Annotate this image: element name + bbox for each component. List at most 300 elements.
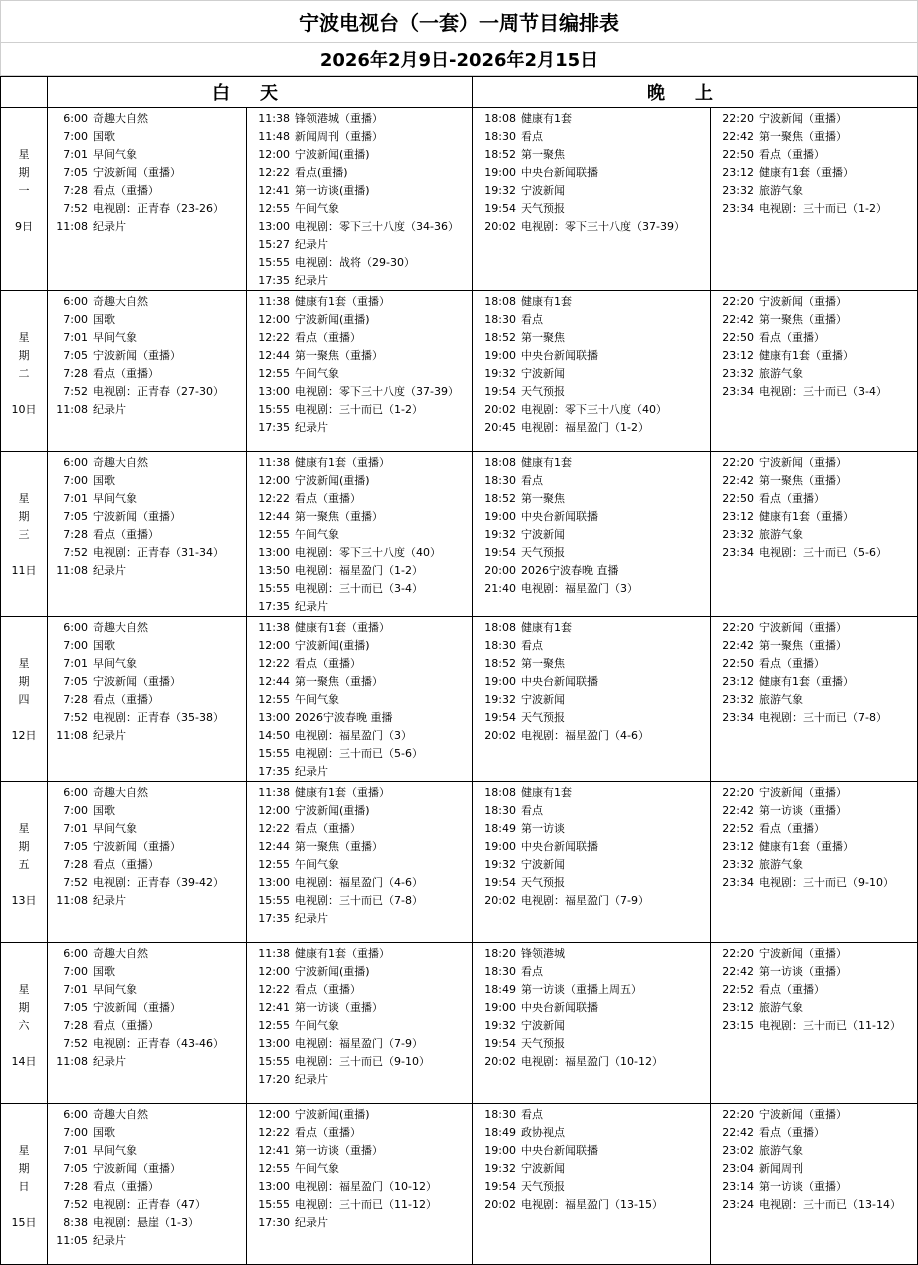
program-name: 第一访谈（重播） [295, 1144, 383, 1157]
program-time: 22:42 [722, 639, 754, 652]
program-item [247, 945, 472, 963]
program-name: 电视剧：福星盈门（4-6） [521, 729, 649, 742]
program-time: 22:52 [722, 983, 754, 996]
weekday-cell [1, 617, 48, 782]
program-name: 电视剧：零下三十八度（40） [521, 403, 667, 416]
program-time: 19:54 [484, 385, 516, 398]
program-name: 第一聚焦（重播） [759, 474, 847, 487]
program-item [247, 146, 472, 164]
program-item [48, 526, 246, 544]
program-name: 电视剧：福星盈门（1-2） [521, 421, 649, 434]
program-name: 国歌 [93, 1126, 115, 1139]
program-time: 7:00 [63, 639, 88, 652]
program-name: 看点（重播） [93, 858, 159, 871]
program-item [473, 472, 710, 490]
program-name: 早间气象 [93, 1144, 137, 1157]
program-item [48, 311, 246, 329]
program-item [473, 419, 710, 437]
program-item [711, 981, 917, 999]
program-item [473, 544, 710, 562]
program-item [48, 182, 246, 200]
program-item [48, 454, 246, 472]
program-time: 22:20 [722, 456, 754, 469]
program-time: 11:08 [56, 729, 88, 742]
program-time: 22:50 [722, 657, 754, 670]
program-time: 7:52 [63, 546, 88, 559]
program-name: 纪录片 [295, 274, 328, 287]
program-time: 7:00 [63, 130, 88, 143]
program-time: 11:08 [56, 564, 88, 577]
program-time: 18:08 [484, 456, 516, 469]
program-item [473, 1035, 710, 1053]
weekday-char: 四 [18, 693, 30, 706]
program-name: 第一聚焦 [521, 331, 565, 344]
program-time: 22:42 [722, 965, 754, 978]
program-item [247, 164, 472, 182]
weekday-cell [1, 782, 48, 943]
program-time: 19:32 [484, 1162, 516, 1175]
program-item [711, 383, 917, 401]
program-name: 午间气象 [295, 528, 339, 541]
program-time: 17:30 [258, 1216, 290, 1229]
weekday-char: 五 [18, 858, 30, 871]
program-time: 23:34 [722, 546, 754, 559]
program-item [711, 945, 917, 963]
program-name: 第一聚焦 [521, 657, 565, 670]
program-list-eve1 [473, 782, 711, 943]
program-list-eve2 [711, 291, 918, 452]
program-item [711, 874, 917, 892]
program-time: 15:55 [258, 582, 290, 595]
program-item [247, 311, 472, 329]
program-item [711, 1106, 917, 1124]
program-time: 22:42 [722, 474, 754, 487]
program-item [473, 293, 710, 311]
program-time: 13:00 [258, 711, 290, 724]
program-time: 11:48 [258, 130, 290, 143]
program-time: 23:12 [722, 510, 754, 523]
program-item [711, 526, 917, 544]
program-item [711, 963, 917, 981]
program-item [48, 981, 246, 999]
program-item [247, 598, 472, 616]
program-time: 7:28 [63, 367, 88, 380]
program-name: 第一聚焦（重播） [759, 313, 847, 326]
program-time: 20:02 [484, 894, 516, 907]
program-item [711, 820, 917, 838]
day-row [1, 617, 918, 782]
program-item [473, 329, 710, 347]
program-name: 奇趣大自然 [93, 786, 148, 799]
program-item [247, 562, 472, 580]
program-item [247, 580, 472, 598]
program-time: 12:22 [258, 331, 290, 344]
program-list-eve1 [473, 617, 711, 782]
program-list-eve1 [473, 452, 711, 617]
program-name: 电视剧：悬崖（1-3） [93, 1216, 199, 1229]
program-name: 看点（重播） [295, 1126, 361, 1139]
program-item [247, 472, 472, 490]
program-name: 健康有1套 [521, 295, 572, 308]
program-time: 18:08 [484, 112, 516, 125]
program-time: 19:54 [484, 711, 516, 724]
program-time: 15:55 [258, 1198, 290, 1211]
weekday-char: 星 [18, 1144, 30, 1157]
program-name: 宁波新闻 [521, 367, 565, 380]
program-item [473, 655, 710, 673]
program-item [48, 637, 246, 655]
program-item [48, 128, 246, 146]
header-day: 白天 [48, 77, 473, 108]
program-name: 电视剧：三十而已（11-12） [759, 1019, 901, 1032]
program-time: 7:52 [63, 202, 88, 215]
weekday-char: 二 [18, 367, 30, 380]
program-list-eve1 [473, 291, 711, 452]
program-time: 7:01 [63, 822, 88, 835]
program-time: 18:08 [484, 295, 516, 308]
program-name: 宁波新闻(重播) [295, 313, 370, 326]
program-item [711, 293, 917, 311]
program-name: 看点 [521, 965, 543, 978]
program-name: 健康有1套（重播） [759, 349, 854, 362]
program-name: 看点(重播) [295, 166, 348, 179]
program-item [711, 182, 917, 200]
program-name: 宁波新闻（重播） [759, 786, 847, 799]
program-name: 奇趣大自然 [93, 112, 148, 125]
program-name: 宁波新闻（重播） [93, 349, 181, 362]
program-item [247, 763, 472, 781]
program-item [247, 1142, 472, 1160]
program-time: 7:01 [63, 492, 88, 505]
program-item [48, 874, 246, 892]
program-name: 国歌 [93, 639, 115, 652]
program-time: 23:12 [722, 166, 754, 179]
program-name: 看点（重播） [93, 367, 159, 380]
program-item [247, 820, 472, 838]
program-time: 7:00 [63, 474, 88, 487]
program-time: 13:50 [258, 564, 290, 577]
program-time: 7:01 [63, 983, 88, 996]
program-time: 12:55 [258, 693, 290, 706]
program-time: 12:22 [258, 492, 290, 505]
program-name: 电视剧：三十而已（13-14） [759, 1198, 901, 1211]
program-item [473, 1124, 710, 1142]
program-name: 看点（重播） [295, 331, 361, 344]
program-time: 18:52 [484, 331, 516, 344]
program-item [247, 1196, 472, 1214]
program-item [48, 110, 246, 128]
program-item [48, 490, 246, 508]
program-name: 看点（重播） [93, 528, 159, 541]
program-time: 18:30 [484, 474, 516, 487]
program-name: 旅游气象 [759, 693, 803, 706]
program-time: 20:02 [484, 1198, 516, 1211]
program-name: 中央台新闻联播 [521, 349, 598, 362]
program-name: 旅游气象 [759, 1144, 803, 1157]
program-item [48, 709, 246, 727]
program-item [473, 802, 710, 820]
program-name: 健康有1套 [521, 786, 572, 799]
program-name: 政协视点 [521, 1126, 565, 1139]
program-item [473, 311, 710, 329]
program-item [711, 856, 917, 874]
program-name: 电视剧：三十而已（3-4） [295, 582, 423, 595]
program-item [711, 619, 917, 637]
program-time: 23:34 [722, 876, 754, 889]
program-list-day1 [48, 1104, 247, 1265]
program-name: 午间气象 [295, 1019, 339, 1032]
program-time: 18:52 [484, 657, 516, 670]
program-item [473, 691, 710, 709]
program-item [247, 963, 472, 981]
program-item [48, 218, 246, 236]
program-item [473, 347, 710, 365]
program-time: 12:00 [258, 804, 290, 817]
program-item [48, 1053, 246, 1071]
program-item [711, 637, 917, 655]
program-item [247, 365, 472, 383]
program-time: 7:52 [63, 711, 88, 724]
program-name: 宁波新闻（重播） [759, 947, 847, 960]
program-time: 7:28 [63, 858, 88, 871]
program-time: 12:44 [258, 510, 290, 523]
program-time: 23:02 [722, 1144, 754, 1157]
program-name: 看点（重播） [295, 657, 361, 670]
program-time: 15:55 [258, 894, 290, 907]
program-item [473, 637, 710, 655]
date-label: 15日 [11, 1216, 37, 1229]
program-list-eve2 [711, 943, 918, 1104]
program-item [48, 655, 246, 673]
program-item [48, 472, 246, 490]
program-time: 17:35 [258, 274, 290, 287]
program-name: 第一访谈（重播） [295, 1001, 383, 1014]
date-label: 9日 [15, 220, 33, 233]
program-time: 17:20 [258, 1073, 290, 1086]
program-item [711, 454, 917, 472]
program-name: 电视剧：三十而已（11-12） [295, 1198, 437, 1211]
weekday-char: 期 [18, 349, 30, 362]
program-item [711, 329, 917, 347]
program-time: 19:54 [484, 546, 516, 559]
program-name: 电视剧：三十而已（7-8） [295, 894, 423, 907]
program-name: 第一访谈（重播上周五） [521, 983, 642, 996]
program-item [247, 619, 472, 637]
program-name: 国歌 [93, 804, 115, 817]
program-item [473, 1142, 710, 1160]
program-name: 电视剧：三十而已（5-6） [295, 747, 423, 760]
program-name: 旅游气象 [759, 1001, 803, 1014]
program-item [48, 401, 246, 419]
weekday-char: 期 [18, 1162, 30, 1175]
program-item [247, 254, 472, 272]
program-item [473, 963, 710, 981]
program-time: 7:52 [63, 1198, 88, 1211]
program-name: 电视剧：零下三十八度（37-39） [295, 385, 459, 398]
program-time: 19:32 [484, 1019, 516, 1032]
program-time: 7:05 [63, 510, 88, 523]
program-name: 纪录片 [93, 1055, 126, 1068]
program-name: 纪录片 [93, 1234, 126, 1247]
program-item [247, 383, 472, 401]
program-name: 早间气象 [93, 657, 137, 670]
program-item [711, 691, 917, 709]
program-time: 23:12 [722, 675, 754, 688]
program-item [473, 580, 710, 598]
program-name: 健康有1套（重播） [295, 456, 390, 469]
schedule-table [0, 76, 918, 1265]
program-name: 国歌 [93, 313, 115, 326]
program-time: 18:52 [484, 148, 516, 161]
weekday-cell [1, 108, 48, 291]
program-time: 22:42 [722, 804, 754, 817]
program-time: 19:32 [484, 367, 516, 380]
program-item [247, 110, 472, 128]
program-name: 早间气象 [93, 983, 137, 996]
program-item [48, 562, 246, 580]
program-name: 宁波新闻(重播) [295, 474, 370, 487]
program-item [247, 784, 472, 802]
program-time: 19:54 [484, 202, 516, 215]
program-time: 6:00 [63, 947, 88, 960]
program-item [247, 128, 472, 146]
date-label: 12日 [11, 729, 37, 742]
program-item [247, 200, 472, 218]
program-time: 7:28 [63, 1180, 88, 1193]
program-item [247, 1160, 472, 1178]
program-item [247, 999, 472, 1017]
program-time: 6:00 [63, 621, 88, 634]
program-name: 锋领港城 [521, 947, 565, 960]
program-name: 第一聚焦 [521, 492, 565, 505]
program-time: 15:27 [258, 238, 290, 251]
program-time: 23:14 [722, 1180, 754, 1193]
program-time: 18:49 [484, 822, 516, 835]
program-item [473, 1106, 710, 1124]
program-time: 18:30 [484, 965, 516, 978]
program-time: 7:01 [63, 657, 88, 670]
program-time: 7:01 [63, 1144, 88, 1157]
program-item [473, 874, 710, 892]
program-name: 宁波新闻(重播) [295, 639, 370, 652]
program-item [247, 419, 472, 437]
program-name: 第一聚焦（重播） [759, 639, 847, 652]
program-name: 电视剧：福星盈门（3） [295, 729, 412, 742]
program-name: 电视剧：正青春（39-42） [93, 876, 224, 889]
weekday-cell [1, 291, 48, 452]
weekday-char: 星 [18, 822, 30, 835]
program-time: 18:52 [484, 492, 516, 505]
date-label: 13日 [11, 894, 37, 907]
program-name: 第一访谈（重播） [759, 965, 847, 978]
header-row [1, 77, 918, 108]
program-time: 12:55 [258, 1162, 290, 1175]
weekday-label [1, 146, 47, 200]
program-time: 19:00 [484, 675, 516, 688]
program-item [473, 401, 710, 419]
program-time: 19:54 [484, 1180, 516, 1193]
program-time: 7:28 [63, 693, 88, 706]
program-item [247, 637, 472, 655]
program-name: 奇趣大自然 [93, 1108, 148, 1121]
program-name: 电视剧：正青春（23-26） [93, 202, 224, 215]
program-item [247, 856, 472, 874]
program-time: 23:32 [722, 528, 754, 541]
program-name: 旅游气象 [759, 528, 803, 541]
weekday-char: 一 [18, 184, 30, 197]
day-row [1, 782, 918, 943]
program-name: 宁波新闻 [521, 858, 565, 871]
program-name: 天气预报 [521, 711, 565, 724]
program-name: 2026宁波春晚 直播 [521, 564, 619, 577]
program-item [473, 128, 710, 146]
program-time: 18:08 [484, 786, 516, 799]
program-item [247, 182, 472, 200]
program-name: 电视剧：零下三十八度（40） [295, 546, 441, 559]
program-name: 看点（重播） [759, 822, 825, 835]
program-name: 天气预报 [521, 202, 565, 215]
program-name: 健康有1套 [521, 112, 572, 125]
program-list-day1 [48, 452, 247, 617]
program-item [48, 365, 246, 383]
program-name: 早间气象 [93, 492, 137, 505]
weekday-label [1, 490, 47, 544]
program-item [247, 454, 472, 472]
program-name: 第一聚焦（重播） [295, 510, 383, 523]
program-time: 11:05 [56, 1234, 88, 1247]
program-time: 12:44 [258, 675, 290, 688]
program-list-day1 [48, 617, 247, 782]
program-item [48, 619, 246, 637]
program-item [247, 1178, 472, 1196]
program-time: 18:30 [484, 639, 516, 652]
program-time: 17:35 [258, 765, 290, 778]
program-name: 宁波新闻（重播） [93, 1162, 181, 1175]
program-item [247, 1106, 472, 1124]
program-time: 20:45 [484, 421, 516, 434]
weekday-char: 六 [18, 1019, 30, 1032]
program-list-day2 [247, 291, 473, 452]
program-name: 第一访谈（重播） [759, 804, 847, 817]
program-name: 电视剧：三十而已（3-4） [759, 385, 887, 398]
program-time: 22:52 [722, 822, 754, 835]
program-item [48, 508, 246, 526]
program-name: 电视剧：零下三十八度（34-36） [295, 220, 459, 233]
program-list-day1 [48, 108, 247, 291]
program-name: 看点 [521, 474, 543, 487]
program-time: 6:00 [63, 295, 88, 308]
program-time: 7:05 [63, 349, 88, 362]
program-name: 健康有1套 [521, 456, 572, 469]
program-item [247, 745, 472, 763]
program-name: 电视剧：福星盈门（7-9） [295, 1037, 423, 1050]
program-time: 23:24 [722, 1198, 754, 1211]
program-item [48, 200, 246, 218]
program-item [473, 673, 710, 691]
program-item [48, 691, 246, 709]
program-name: 宁波新闻（重播） [93, 1001, 181, 1014]
program-time: 11:08 [56, 220, 88, 233]
program-name: 看点（重播） [295, 983, 361, 996]
weekday-char: 三 [18, 528, 30, 541]
program-time: 22:20 [722, 621, 754, 634]
program-time: 23:12 [722, 1001, 754, 1014]
program-item [247, 544, 472, 562]
program-name: 电视剧：福星盈门（10-12） [521, 1055, 663, 1068]
program-time: 13:00 [258, 385, 290, 398]
program-name: 宁波新闻（重播） [93, 675, 181, 688]
program-time: 23:34 [722, 711, 754, 724]
